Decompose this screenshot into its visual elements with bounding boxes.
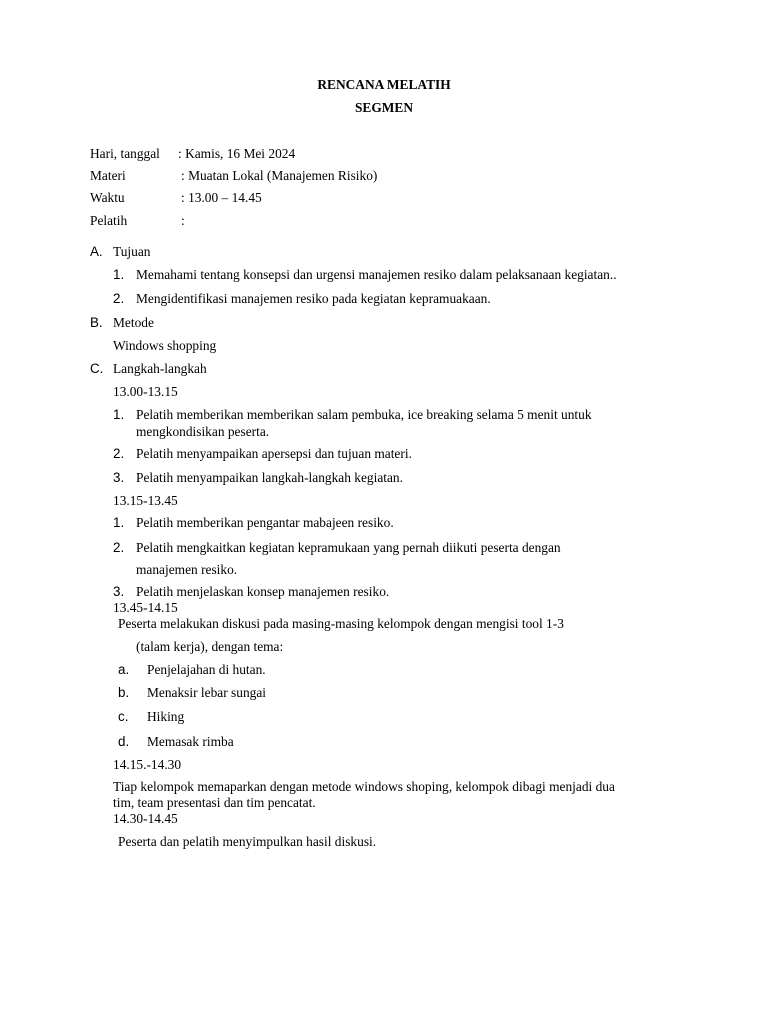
paragraph-line: Tiap kelompok memaparkan dengan metode windows shoping, kelompok dibagi menjadi dua bbox=[113, 779, 615, 794]
list-item: Pelatih mengkaitkan kegiatan kepramukaan yang pernah diikuti peserta dengan bbox=[136, 540, 561, 555]
list-number: 2. bbox=[113, 540, 125, 555]
section-a-heading: Tujuan bbox=[113, 244, 151, 259]
list-letter: b. bbox=[118, 685, 130, 700]
time-slot-1: 13.00-13.15 bbox=[113, 384, 178, 399]
list-item: Menaksir lebar sungai bbox=[147, 685, 266, 700]
list-item: Memasak rimba bbox=[147, 734, 234, 749]
paragraph-line: (talam kerja), dengan tema: bbox=[136, 639, 284, 654]
section-c-marker: C. bbox=[90, 361, 104, 376]
info-value-time: : 13.00 – 14.45 bbox=[181, 190, 262, 205]
list-letter: c. bbox=[118, 709, 129, 724]
info-label-trainer: Pelatih bbox=[90, 213, 128, 228]
list-item: Pelatih menjelaskan konsep manajemen resiko. bbox=[136, 584, 390, 599]
section-b-heading: Metode bbox=[113, 315, 154, 330]
paragraph-line: tim, team presentasi dan tim pencatat. bbox=[113, 795, 316, 810]
list-number: 1. bbox=[113, 515, 125, 530]
document-title: RENCANA MELATIH bbox=[317, 77, 451, 92]
section-a-marker: A. bbox=[90, 244, 103, 259]
list-item: Penjelajahan di hutan. bbox=[147, 662, 266, 677]
list-letter: a. bbox=[118, 662, 130, 677]
list-letter: d. bbox=[118, 734, 130, 749]
info-value-trainer: : bbox=[181, 213, 185, 228]
list-item: Pelatih memberikan pengantar mabajeen resiko. bbox=[136, 515, 394, 530]
info-label-date: Hari, tanggal bbox=[90, 146, 160, 161]
list-number: 2. bbox=[113, 291, 125, 306]
paragraph-line: Peserta melakukan diskusi pada masing-masing kelompok dengan mengisi tool 1-3 bbox=[118, 616, 564, 631]
section-b-body: Windows shopping bbox=[113, 338, 217, 353]
list-item: Memahami tentang konsepsi dan urgensi manajemen resiko dalam pelaksanaan kegiatan.. bbox=[136, 267, 617, 282]
list-item: Pelatih memberikan memberikan salam pembuka, ice breaking selama 5 menit untuk bbox=[136, 407, 592, 422]
list-item: Pelatih menyampaikan langkah-langkah kegiatan. bbox=[136, 470, 403, 485]
time-slot-4: 14.15.-14.30 bbox=[113, 757, 182, 772]
time-slot-3: 13.45-14.15 bbox=[113, 600, 178, 615]
paragraph-line: Peserta dan pelatih menyimpulkan hasil diskusi. bbox=[118, 834, 377, 849]
time-slot-5: 14.30-14.45 bbox=[113, 811, 178, 826]
list-item: Hiking bbox=[147, 709, 185, 724]
list-number: 3. bbox=[113, 584, 125, 599]
list-number: 1. bbox=[113, 267, 125, 282]
section-c-heading: Langkah-langkah bbox=[113, 361, 207, 376]
list-item: Mengidentifikasi manajemen resiko pada kegiatan kepramuakaan. bbox=[136, 291, 491, 306]
info-label-time: Waktu bbox=[90, 190, 125, 205]
info-value-date: : Kamis, 16 Mei 2024 bbox=[178, 146, 296, 161]
time-slot-2: 13.15-13.45 bbox=[113, 493, 178, 508]
info-label-material: Materi bbox=[90, 168, 126, 183]
section-b-marker: B. bbox=[90, 315, 103, 330]
list-item: Pelatih menyampaikan apersepsi dan tujuan materi. bbox=[136, 446, 412, 461]
list-number: 2. bbox=[113, 446, 125, 461]
list-item-continuation: mengkondisikan peserta. bbox=[136, 424, 270, 439]
list-number: 1. bbox=[113, 407, 125, 422]
list-item-continuation: manajemen resiko. bbox=[136, 562, 238, 577]
document-subtitle: SEGMEN bbox=[354, 100, 414, 115]
info-value-material: : Muatan Lokal (Manajemen Risiko) bbox=[181, 168, 378, 183]
list-number: 3. bbox=[113, 470, 125, 485]
